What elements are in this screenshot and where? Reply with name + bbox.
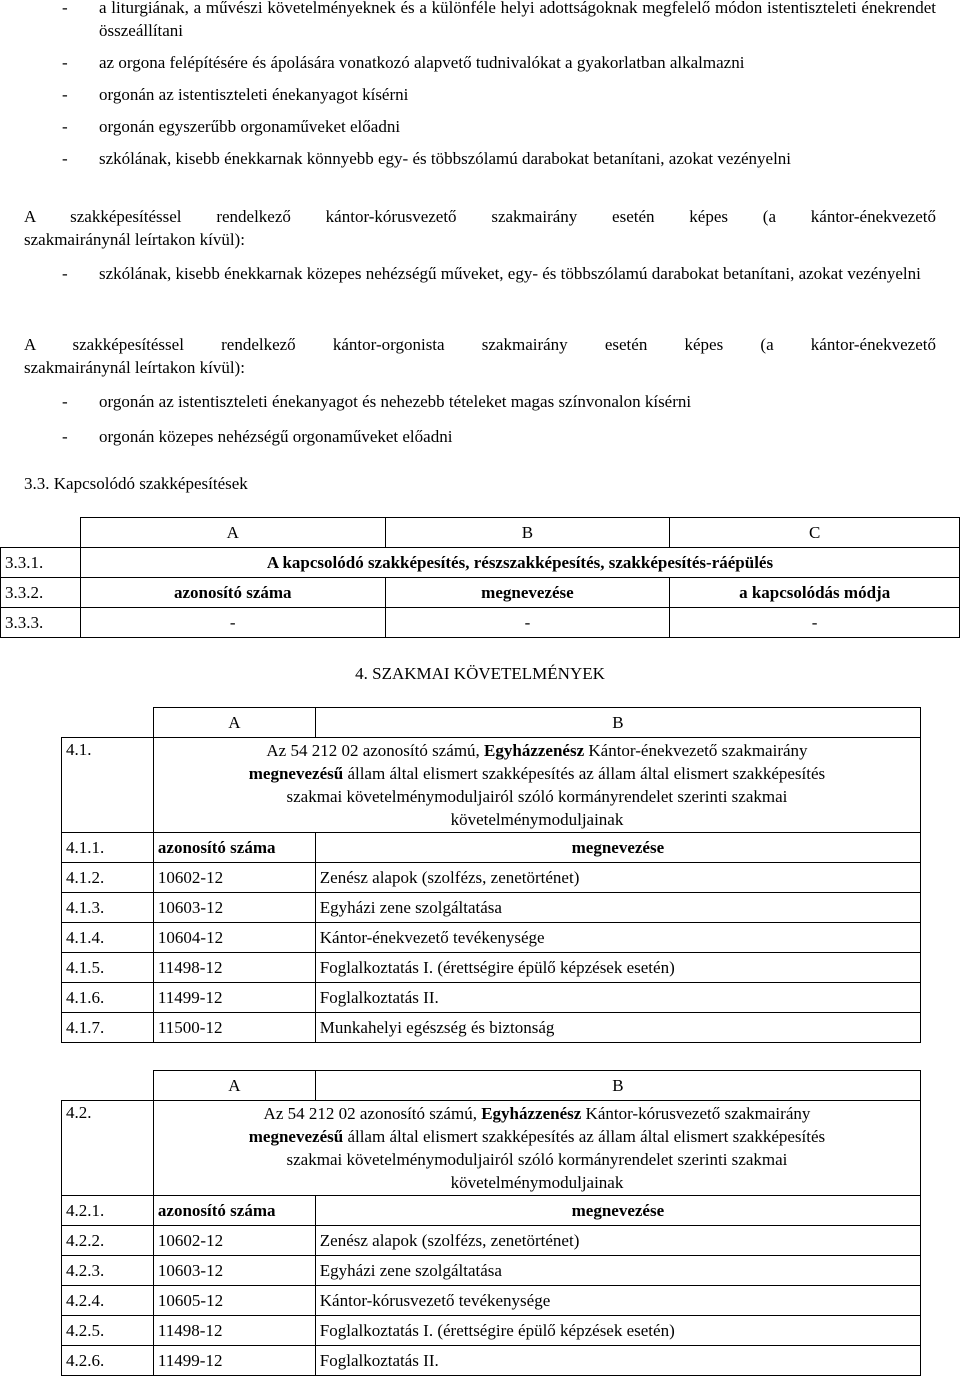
row-number: 4.1. (62, 738, 154, 833)
table-modules-4-2 (61, 1070, 921, 1376)
module-id: 11498-12 (153, 953, 315, 983)
table-row (62, 953, 921, 983)
module-name: Egyházi zene szolgáltatása (315, 1256, 920, 1286)
column-header-b: B (315, 1071, 920, 1101)
table-header-row (62, 708, 921, 738)
list-dash: - (62, 264, 68, 283)
table-row (62, 1346, 921, 1376)
row-number: 4.2.1. (62, 1196, 154, 1226)
table-cell: megnevezése (385, 578, 670, 608)
list-item-text: orgonán közepes nehézségű orgonaműveket előadni (99, 427, 453, 446)
row-number: 4.2.3. (62, 1256, 154, 1286)
module-name: Foglalkoztatás I. (érettségire épülő képzések esetén) (315, 1316, 920, 1346)
module-name: Zenész alapok (szolfézs, zenetörténet) (315, 1226, 920, 1256)
row-number: 4.2.2. (62, 1226, 154, 1256)
table-row (1, 608, 960, 638)
list-dash: - (62, 427, 68, 446)
row-number: 4.1.4. (62, 923, 154, 953)
table-row (62, 983, 921, 1013)
row-number: 3.3.2. (1, 578, 81, 608)
table-row (62, 1226, 921, 1256)
table-row (62, 833, 921, 863)
table-modules-4-1 (61, 707, 921, 1043)
section-heading-3-3: 3.3. Kapcsolódó szakképesítések (24, 474, 248, 493)
list-dash: - (62, 392, 68, 411)
table-row (62, 863, 921, 893)
paragraph-line: A szakképesítéssel rendelkező kántor-kórusvezető szakmairány esetén képes (a kántor-énekvezető (24, 207, 936, 226)
list-dash: - (62, 117, 68, 136)
description-bold: Egyházzenész (481, 1104, 582, 1123)
list-item-text: a liturgiának, a művészi követelményeknek és a különféle helyi adottságoknak megfelelő módon istentiszteleti énekrendet összeállítani (99, 0, 936, 40)
list-item (24, 425, 936, 448)
list-item (24, 147, 936, 170)
merged-description-cell (153, 1101, 920, 1196)
module-id: 11500-12 (153, 1013, 315, 1043)
list-item-text: az orgona felépítésére és ápolására vonatkozó alapvető tudnivalókat a gyakorlatban alkalmazni (99, 53, 745, 72)
table-cell (62, 708, 154, 738)
description-text: követelménymoduljainak (450, 1173, 624, 1192)
description-text: állam által elismert szakképesítés az állam által elismert szakképesítés (343, 764, 826, 783)
row-number: 4.1.1. (62, 833, 154, 863)
list-item-text: szkólának, kisebb énekkarnak könnyebb egy- és többszólamú darabokat betanítani, azokat vezényelni (99, 149, 792, 168)
bullet-list-top (24, 0, 936, 170)
module-id: 10603-12 (153, 893, 315, 923)
row-number: 4.1.7. (62, 1013, 154, 1043)
module-id: 11499-12 (153, 983, 315, 1013)
table-cell: megnevezése (315, 833, 920, 863)
table-row (62, 1286, 921, 1316)
table-row (62, 1256, 921, 1286)
paragraph-line: A szakképesítéssel rendelkező kántor-orgonista szakmairány esetén képes (a kántor-énekvezető (24, 335, 936, 354)
column-header-b: B (315, 708, 920, 738)
description-text: követelménymoduljainak (450, 810, 624, 829)
module-id: 10602-12 (153, 863, 315, 893)
paragraph-line: szakmairánynál leírtakon kívül): (24, 230, 245, 249)
description-text: Az 54 212 02 azonosító számú, (263, 1104, 482, 1123)
description-text: Kántor-kórusvezető szakmairány (581, 1104, 811, 1123)
module-id: 10604-12 (153, 923, 315, 953)
row-number: 4.1.3. (62, 893, 154, 923)
list-dash: - (62, 53, 68, 72)
list-item (24, 262, 936, 285)
module-name: Foglalkoztatás I. (érettségire épülő képzések esetén) (315, 953, 920, 983)
row-number: 4.2.4. (62, 1286, 154, 1316)
column-header-a: A (153, 1071, 315, 1101)
list-item (24, 0, 936, 42)
description-bold: megnevezésű (248, 764, 344, 783)
description-text: állam által elismert szakképesítés az állam által elismert szakképesítés (343, 1127, 826, 1146)
table-row (62, 738, 921, 833)
description-text: szakmai követelménymoduljairól szóló kormányrendelet szerinti szakmai (286, 787, 788, 806)
bullet-list-orgonista (24, 390, 936, 448)
table-header-row (62, 1071, 921, 1101)
table-row (1, 548, 960, 578)
module-name: Foglalkoztatás II. (315, 1346, 920, 1376)
row-number: 4.1.2. (62, 863, 154, 893)
module-id: 10605-12 (153, 1286, 315, 1316)
row-number: 4.2.6. (62, 1346, 154, 1376)
list-dash: - (62, 85, 68, 104)
paragraph-line: szakmairánynál leírtakon kívül): (24, 358, 245, 377)
row-number: 4.2.5. (62, 1316, 154, 1346)
description-text: Kántor-énekvezető szakmairány (584, 741, 808, 760)
list-dash: - (62, 149, 68, 168)
list-item (24, 83, 936, 106)
row-number: 4.1.5. (62, 953, 154, 983)
column-header-b: B (385, 518, 670, 548)
row-number: 4.2. (62, 1101, 154, 1196)
table-row (62, 1101, 921, 1196)
list-item-text: orgonán az istentiszteleti énekanyagot kísérni (99, 85, 409, 104)
description-bold: megnevezésű (248, 1127, 344, 1146)
module-name: Munkahelyi egészség és biztonság (315, 1013, 920, 1043)
list-item-text: szkólának, kisebb énekkarnak közepes nehézségű műveket, egy- és többszólamú darabokat betanítani, azokat vezényelni (99, 264, 921, 283)
table-cell: - (385, 608, 670, 638)
column-header-a: A (153, 708, 315, 738)
table-row (62, 923, 921, 953)
table-cell: a kapcsolódás módja (670, 578, 960, 608)
table-cell: - (80, 608, 385, 638)
table-cell (62, 1071, 154, 1101)
row-number: 4.1.6. (62, 983, 154, 1013)
description-text: szakmai követelménymoduljairól szóló kormányrendelet szerinti szakmai (286, 1150, 788, 1169)
merged-description-cell (153, 738, 920, 833)
module-name: Foglalkoztatás II. (315, 983, 920, 1013)
table-cell: - (670, 608, 960, 638)
table-related-qualifications (0, 517, 960, 638)
module-id: 10602-12 (153, 1226, 315, 1256)
module-id: 11499-12 (153, 1346, 315, 1376)
column-header-a: A (80, 518, 385, 548)
table-cell: azonosító száma (153, 833, 315, 863)
module-id: 10603-12 (153, 1256, 315, 1286)
module-name: Egyházi zene szolgáltatása (315, 893, 920, 923)
module-name: Kántor-énekvezető tevékenysége (315, 923, 920, 953)
table-row (62, 1196, 921, 1226)
table-row (62, 893, 921, 923)
list-item (24, 390, 936, 413)
table-cell (1, 518, 81, 548)
table-cell: azonosító száma (80, 578, 385, 608)
table-row (62, 1013, 921, 1043)
list-item (24, 115, 936, 138)
column-header-c: C (670, 518, 960, 548)
table-cell: azonosító száma (153, 1196, 315, 1226)
list-item-text: orgonán egyszerűbb orgonaműveket előadni (99, 117, 401, 136)
paragraph-korusvezeto (24, 205, 936, 251)
merged-title-cell: A kapcsolódó szakképesítés, részszakképesítés, szakképesítés-ráépülés (80, 548, 959, 578)
row-number: 3.3.1. (1, 548, 81, 578)
module-id: 11498-12 (153, 1316, 315, 1346)
description-text: Az 54 212 02 azonosító számú, (266, 741, 485, 760)
description-bold: Egyházzenész (484, 741, 585, 760)
section-heading-4: 4. SZAKMAI KÖVETELMÉNYEK (355, 664, 605, 683)
list-item (24, 51, 936, 74)
bullet-list-korus (24, 262, 936, 285)
paragraph-orgonista (24, 333, 936, 379)
table-row (1, 578, 960, 608)
table-header-row (1, 518, 960, 548)
list-dash: - (62, 0, 68, 17)
module-name: Zenész alapok (szolfézs, zenetörténet) (315, 863, 920, 893)
module-name: Kántor-kórusvezető tevékenysége (315, 1286, 920, 1316)
table-cell: megnevezése (315, 1196, 920, 1226)
table-row (62, 1316, 921, 1346)
list-item-text: orgonán az istentiszteleti énekanyagot és nehezebb tételeket magas színvonalon kísérni (99, 392, 692, 411)
row-number: 3.3.3. (1, 608, 81, 638)
